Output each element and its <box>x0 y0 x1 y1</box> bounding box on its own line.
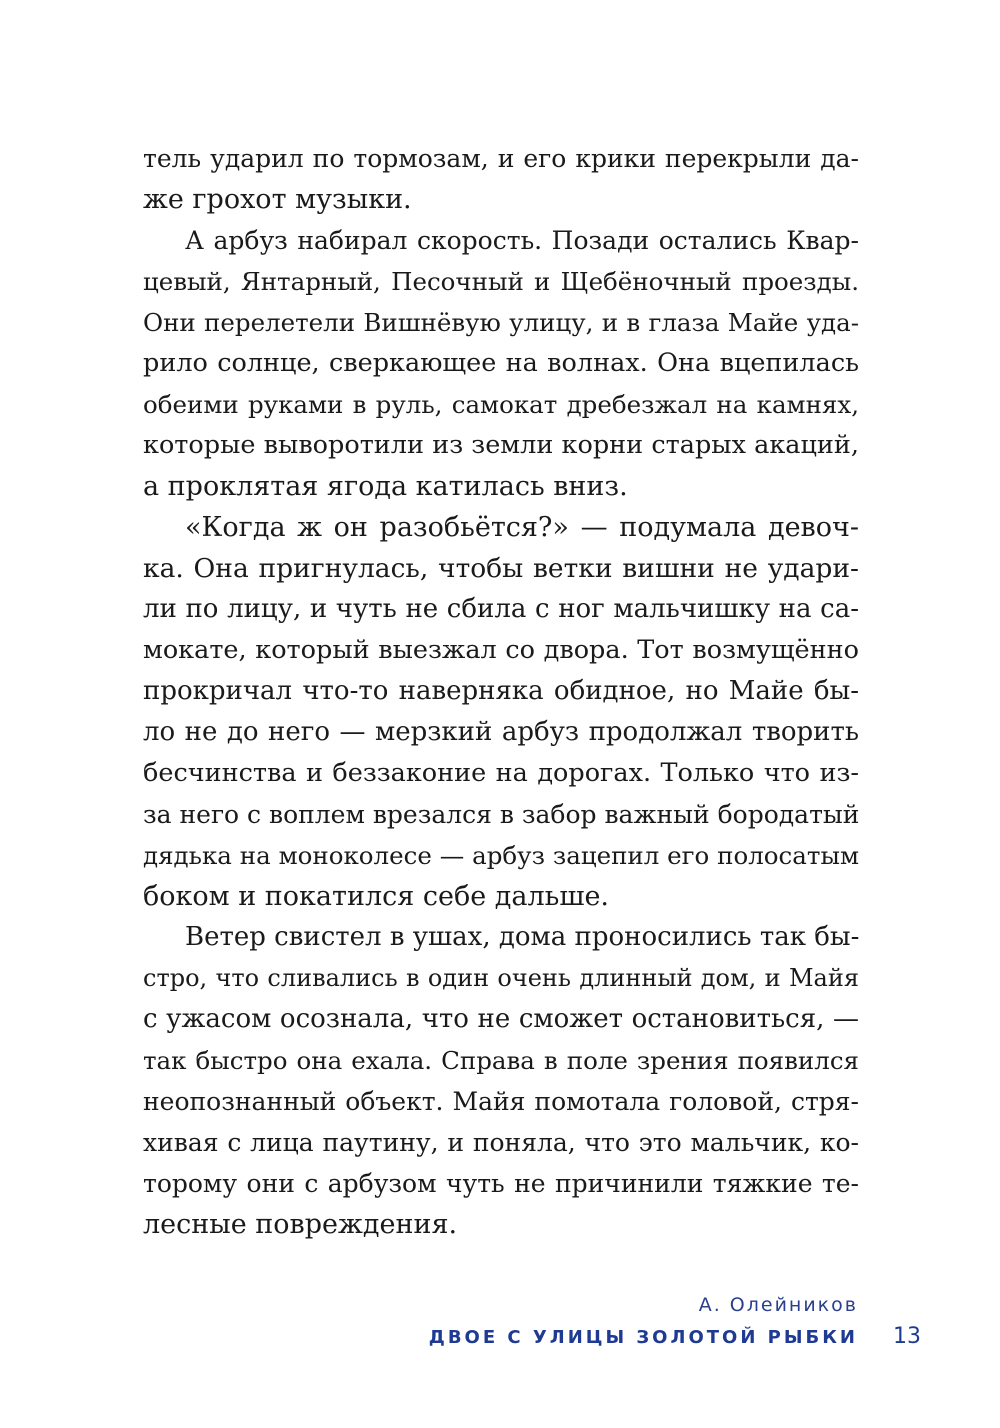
text-line: стро, что сливались в один очень длинный дом, и Майя <box>143 964 859 992</box>
text-line: за него с воплем врезался в забор важный бородатый <box>143 800 859 829</box>
text-line: бесчинства и беззаконие на дорогах. Только что из- <box>143 758 859 788</box>
text-line: мокате, который выезжал со двора. Тот возмущённо <box>143 635 859 665</box>
text-line: обеими руками в руль, самокат дребезжал на камнях, <box>143 390 859 419</box>
page-number: 13 <box>893 1324 921 1349</box>
text-line: так быстро она ехала. Справа в поле зрения появился <box>143 1046 859 1075</box>
text-line: А арбуз набирал скорость. Позади остались Квар- <box>185 226 859 255</box>
text-line: ли по лицу, и чуть не сбила с ног мальчишку на са- <box>143 594 859 624</box>
text-line: тель ударил по тормозам, и его крики перекрыли да- <box>143 144 859 173</box>
text-line: которые выворотили из земли корни старых акаций, <box>143 430 859 460</box>
text-line: Они перелетели Вишнёвую улицу, и в глаза Майе уда- <box>143 308 859 337</box>
text-line: неопознанный объект. Майя помотала головой, стря- <box>143 1087 859 1116</box>
text-line: цевый, Янтарный, Песочный и Щебёночный проезды. <box>143 267 859 296</box>
running-footer-author: А. Олейников <box>698 1294 858 1316</box>
text-line: прокричал что-то наверняка обидное, но Майе бы- <box>143 676 859 706</box>
text-line: ло не до него — мерзкий арбуз продолжал творить <box>143 717 859 747</box>
text-line: дядька на моноколесе — арбуз зацепил его полосатым <box>143 841 859 870</box>
text-line: торому они с арбузом чуть не причинили тяжкие те- <box>143 1169 859 1198</box>
text-line: с ужасом осознала, что не сможет остановиться, — <box>143 1004 859 1034</box>
text-line: «Когда ж он разобьётся?» — подумала девоч- <box>185 512 859 543</box>
text-line: же грохот музыки. <box>143 184 412 215</box>
text-line: хивая с лица паутину, и поняла, что это мальчик, ко- <box>143 1128 859 1157</box>
text-line: Ветер свистел в ушах, дома проносились так бы- <box>185 922 859 952</box>
text-line: рило солнце, сверкающее на волнах. Она вцепилась <box>143 348 859 378</box>
text-line: ка. Она пригнулась, чтобы ветки вишни не удари- <box>143 553 859 584</box>
running-footer-book-title: ДВОЕ С УЛИЦЫ ЗОЛОТОЙ РЫБКИ <box>428 1327 858 1348</box>
text-line: боком и покатился себе дальше. <box>143 881 610 912</box>
text-line: лесные повреждения. <box>143 1209 458 1240</box>
text-line: а проклятая ягода катилась вниз. <box>143 471 628 502</box>
body-text <box>143 138 859 1245</box>
